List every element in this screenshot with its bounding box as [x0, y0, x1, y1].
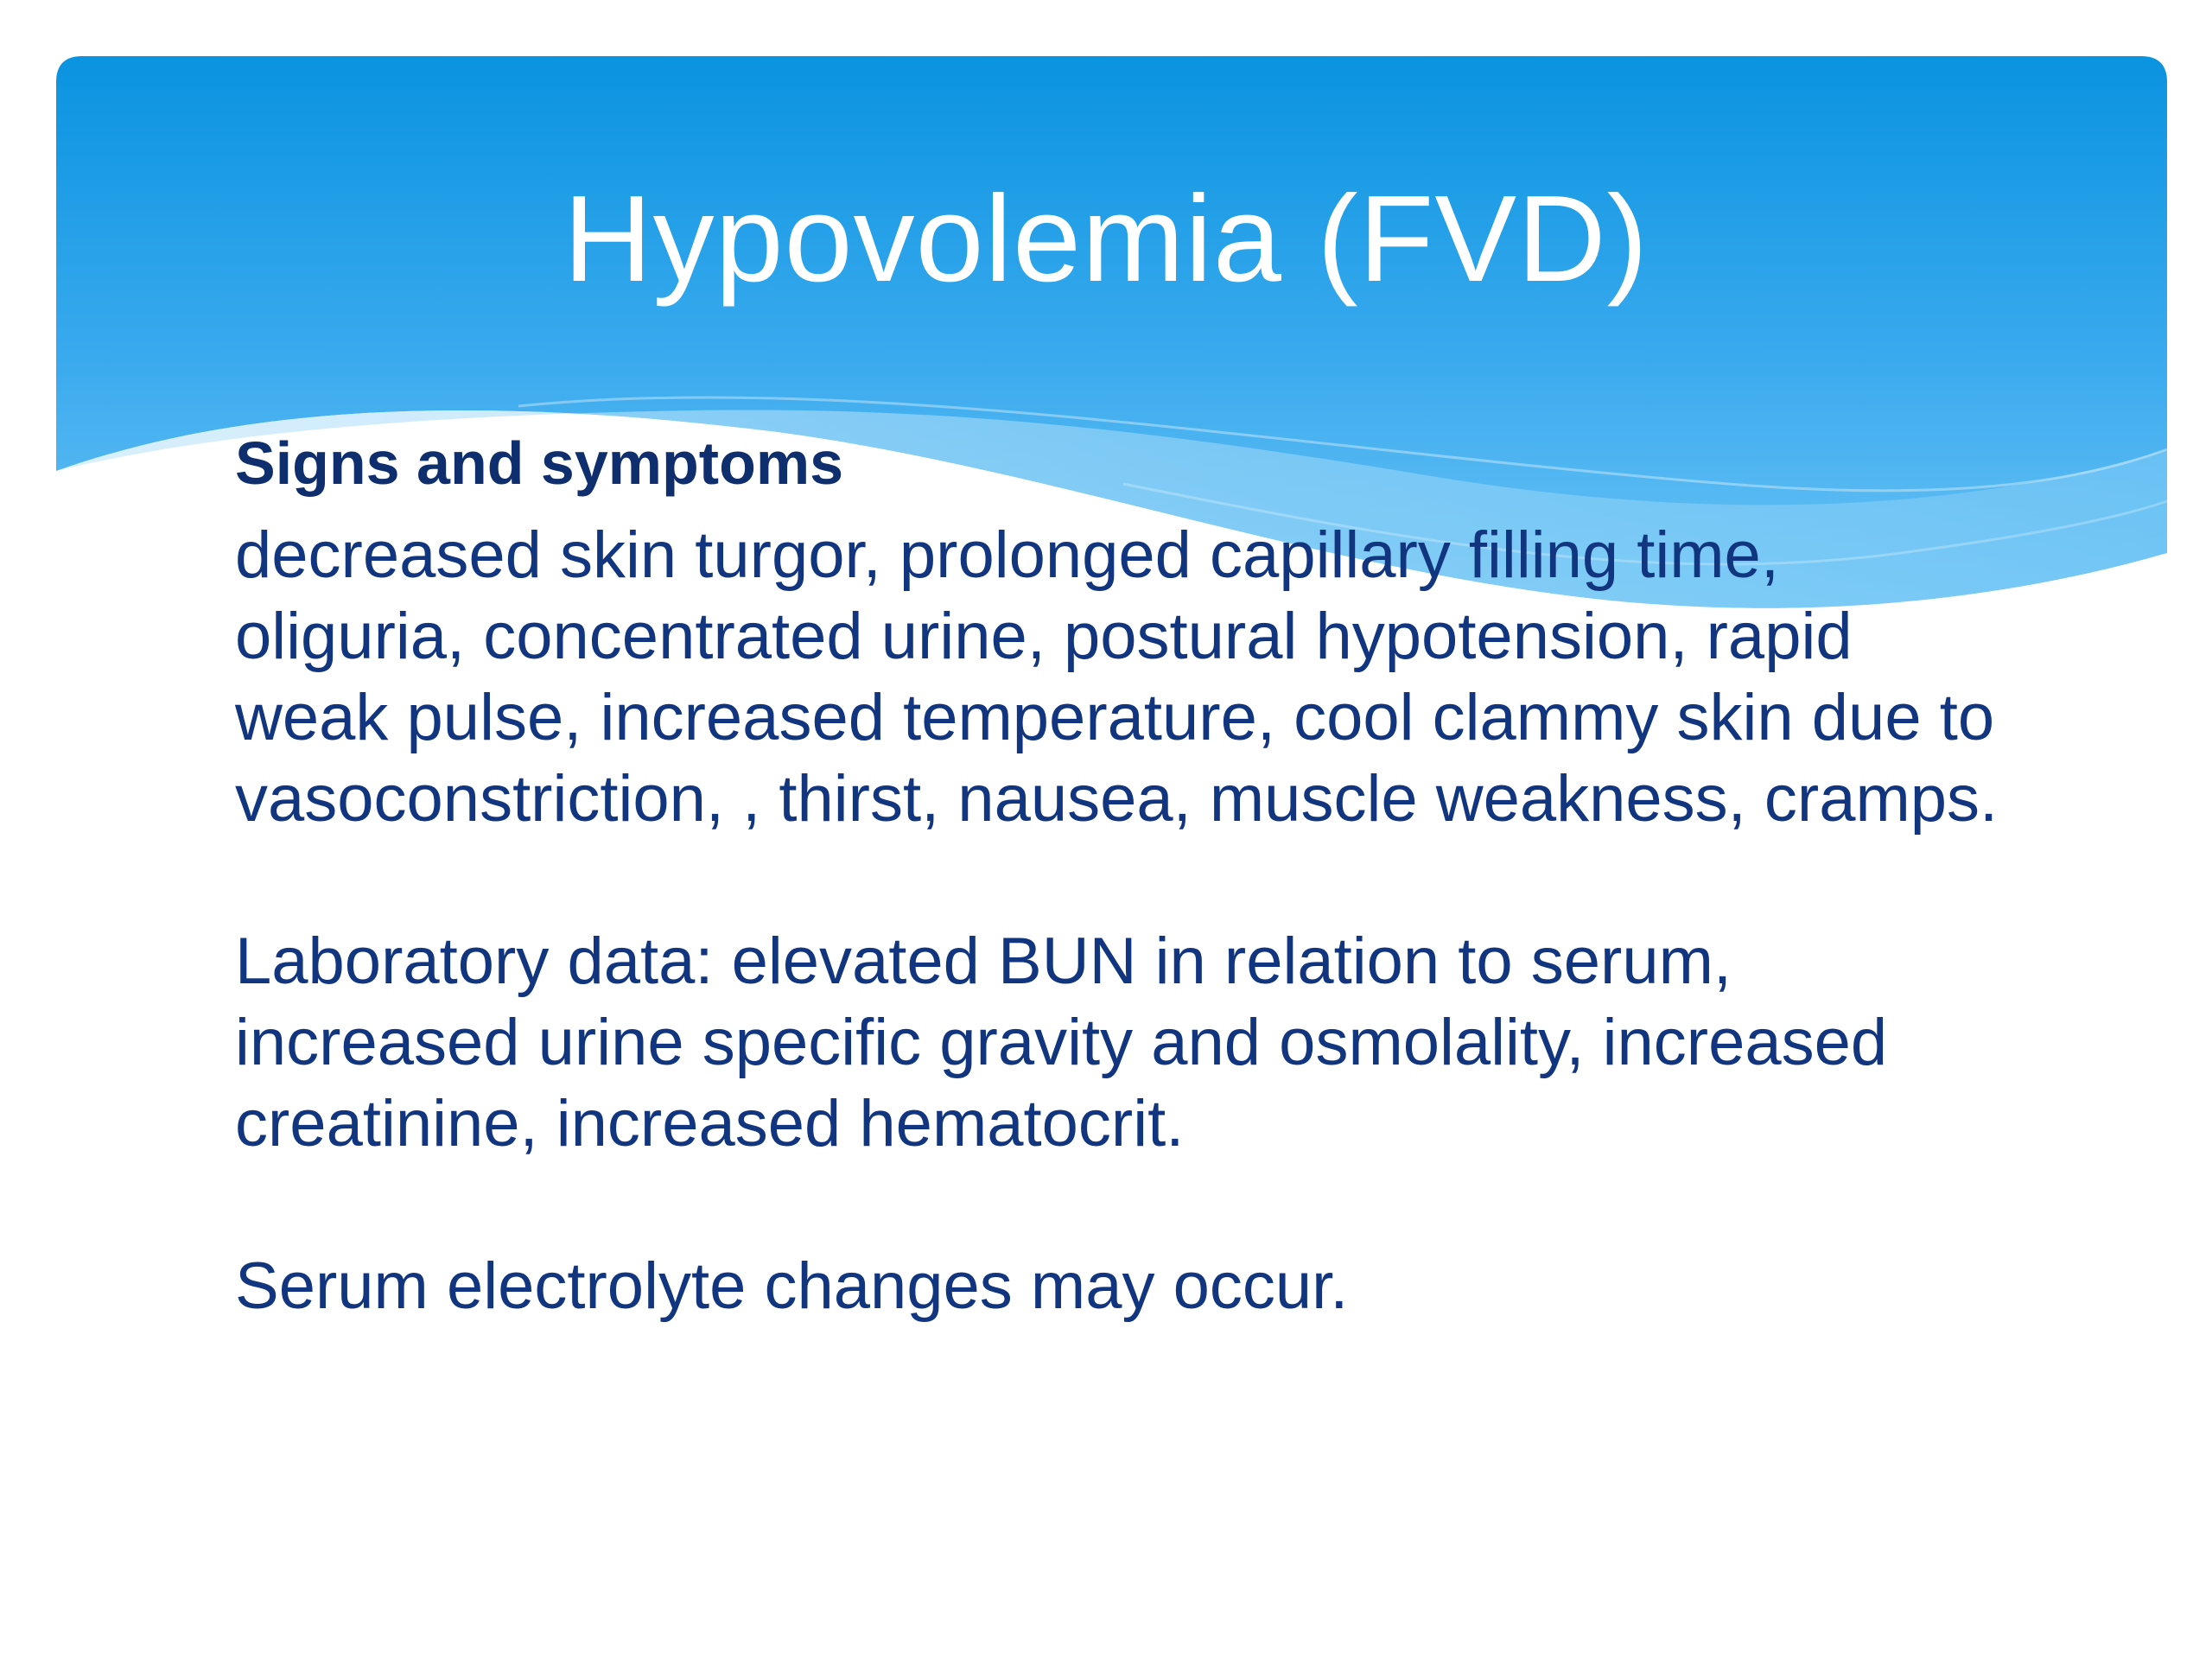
slide-body	[235, 422, 2015, 1327]
signs-heading: Signs and symptoms	[235, 429, 844, 497]
serum-paragraph: Serum electrolyte changes may occur.	[235, 1249, 1349, 1323]
signs-paragraph: decreased skin turgor, prolonged capillary filling time, oliguria, concentrated urine, postural hypotension, rapid weak pulse, increased temperature, cool clammy skin due to vasoconstriction, , thirst, nausea, muscle weakness, cramps.	[235, 518, 1999, 836]
slide-title: Hypovolemia (FVD)	[563, 170, 1649, 308]
lab-paragraph: Laboratory data: elevated BUN in relation to serum, increased urine specific gravity and osmolality, increased creatinine, increased hematocrit.	[235, 925, 1888, 1160]
